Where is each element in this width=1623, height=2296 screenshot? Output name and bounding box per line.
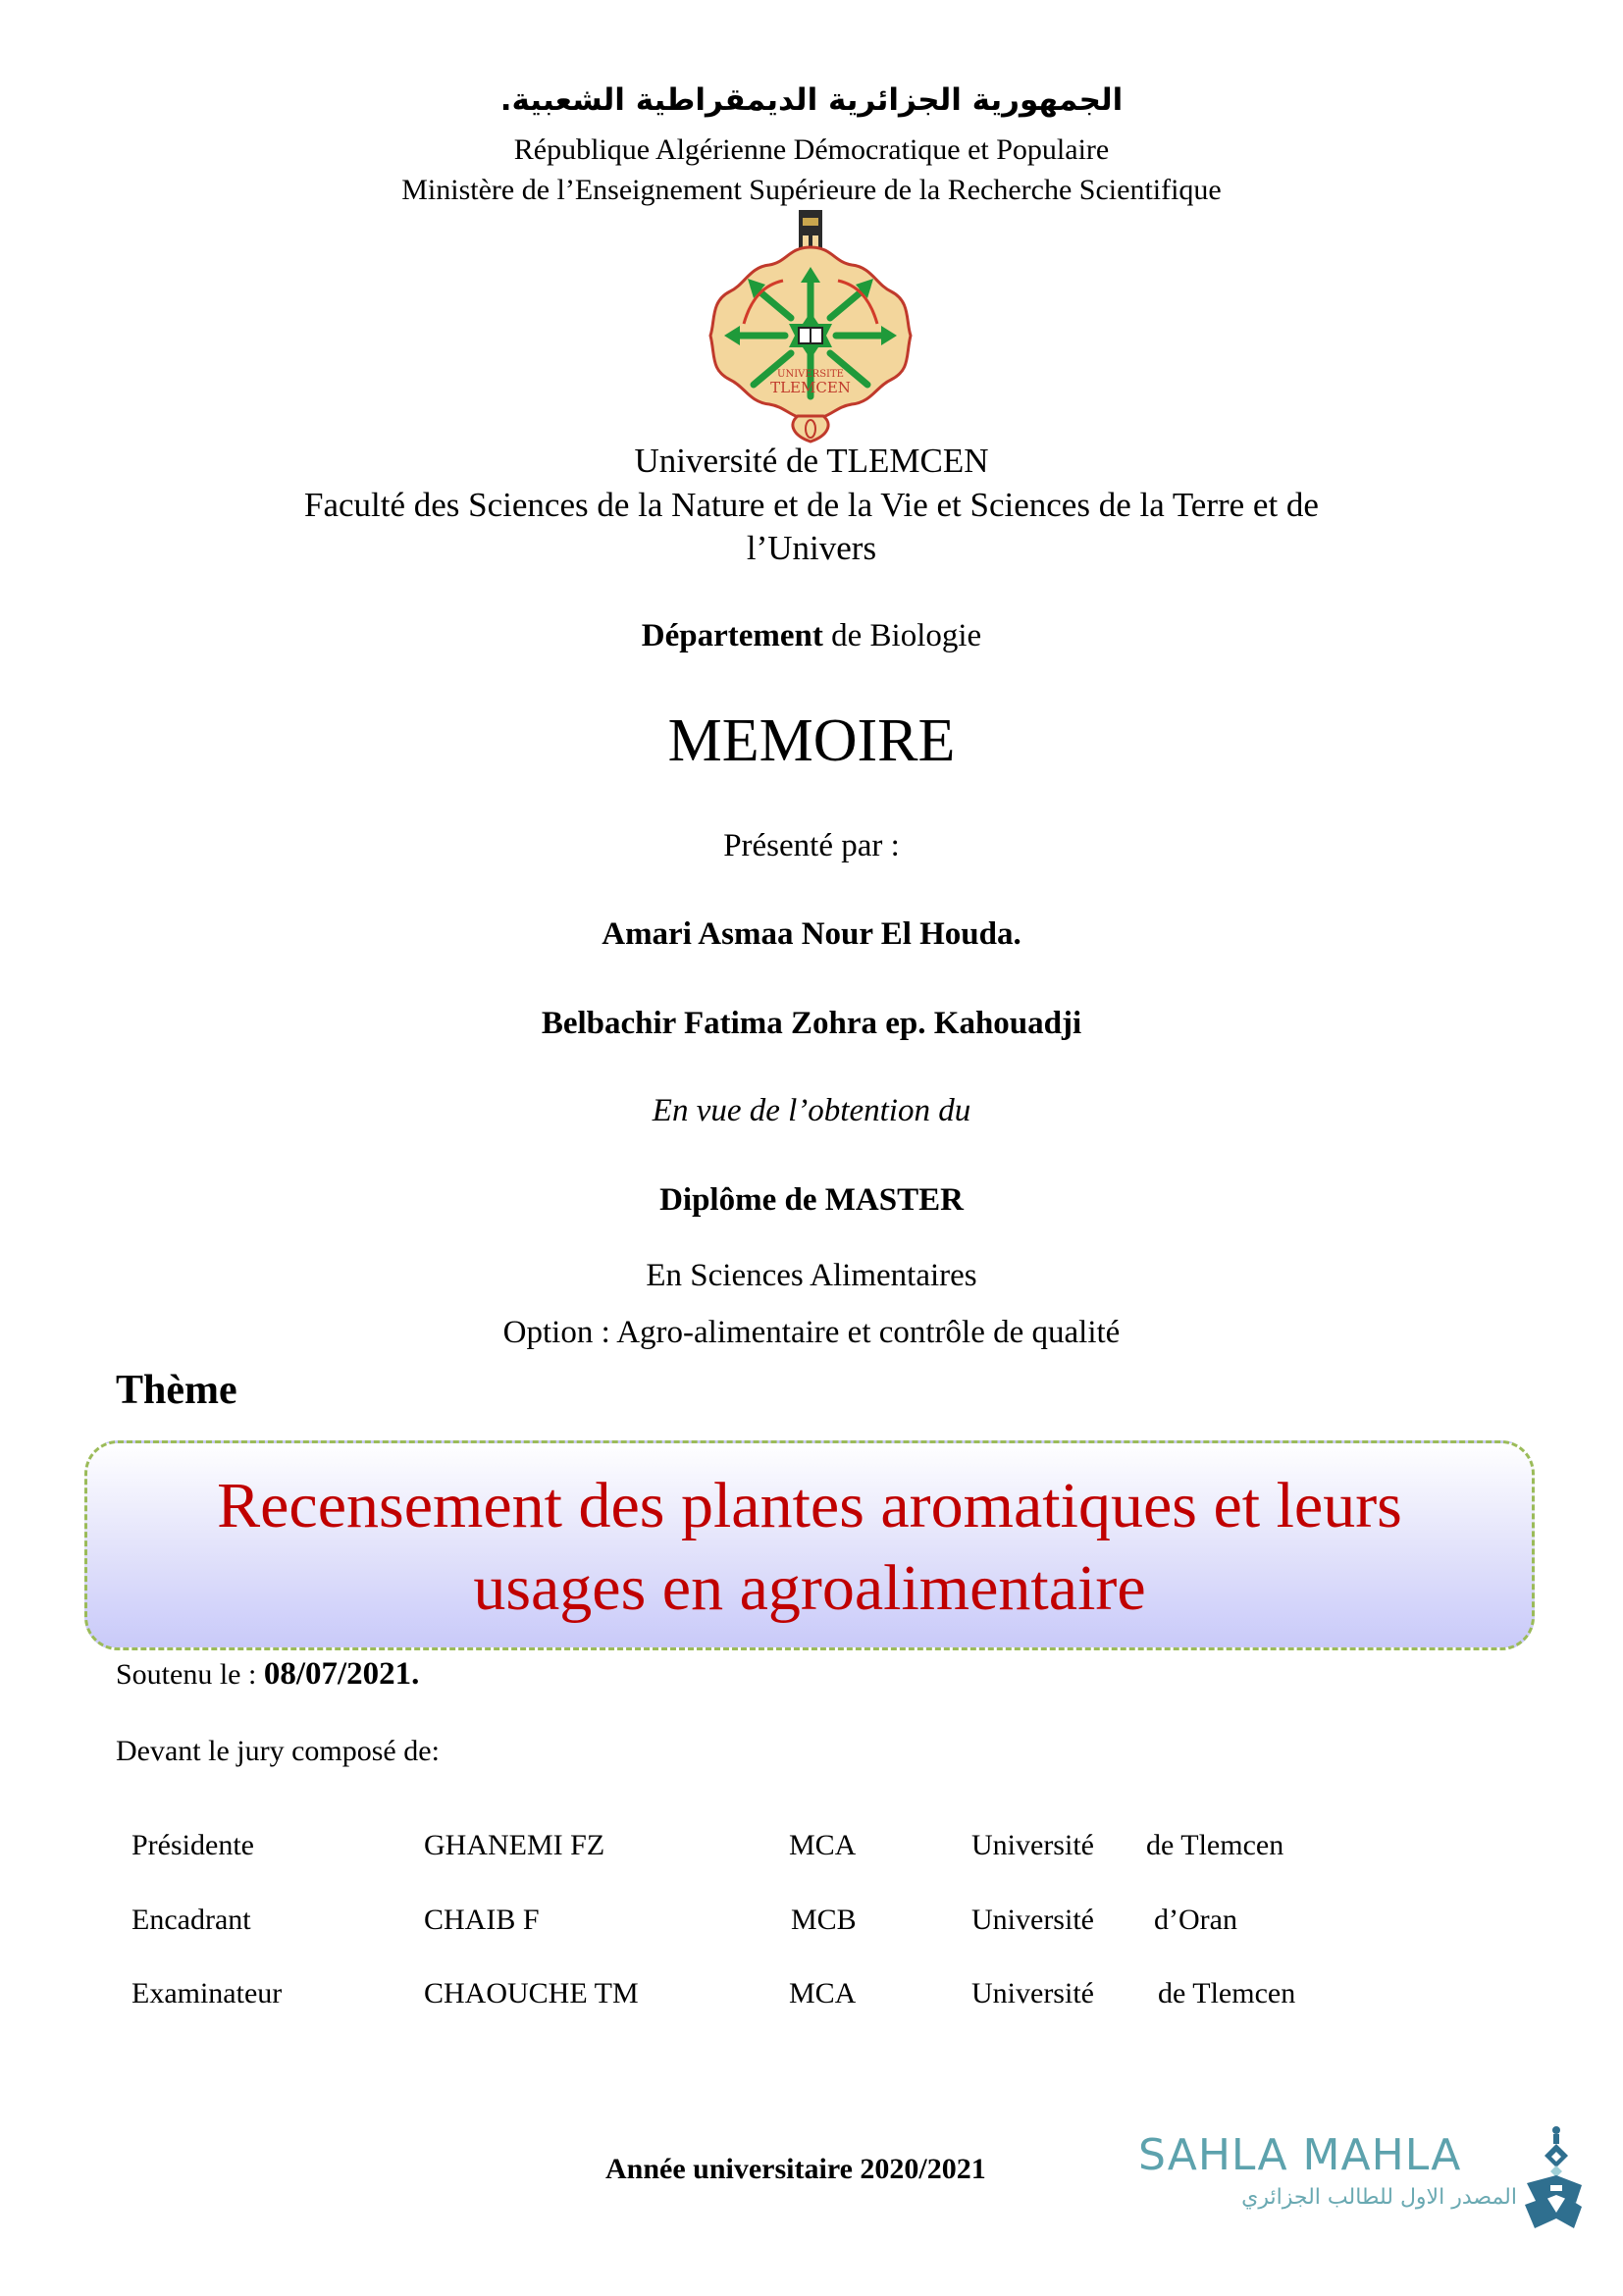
jury-city: d’Oran bbox=[1154, 1904, 1237, 1936]
ministry-name: Ministère de l’Enseignement Supérieure de la Recherche Scientifique bbox=[401, 174, 1222, 206]
author-2: Belbachir Fatima Zohra ep. Kahouadji bbox=[541, 1006, 1082, 1041]
watermark-tagline: المصدر الاول للطالب الجزائري bbox=[1241, 2185, 1517, 2210]
watermark-brand: SAHLA MAHLA bbox=[1138, 2130, 1462, 2180]
defense-date bbox=[116, 1656, 419, 1693]
faculty-line-2: l’Univers bbox=[746, 529, 877, 567]
purpose-text: En vue de l’obtention du bbox=[652, 1093, 971, 1128]
document-type: MEMOIRE bbox=[667, 707, 956, 774]
academic-year: Année universitaire 2020/2021 bbox=[605, 2153, 986, 2185]
theme-title-box bbox=[84, 1440, 1535, 1650]
sahla-mahla-logo-icon bbox=[1517, 2124, 1586, 2232]
university-logo bbox=[705, 208, 916, 444]
jury-role: Encadrant bbox=[131, 1904, 251, 1936]
jury-role: Examinateur bbox=[131, 1977, 283, 2009]
defense-date-value: 08/07/2021. bbox=[263, 1656, 420, 1692]
jury-city: de Tlemcen bbox=[1146, 1829, 1284, 1861]
jury-row bbox=[0, 1829, 1623, 1868]
diploma-name: Diplôme de MASTER bbox=[659, 1182, 964, 1218]
jury-university: Université bbox=[971, 1904, 1094, 1936]
jury-row bbox=[0, 1977, 1623, 2016]
jury-name: CHAOUCHE TM bbox=[424, 1977, 639, 2009]
arabic-republic-title: الجمهورية الجزائرية الديمقراطية الشعبية. bbox=[499, 82, 1124, 118]
university-name: Université de TLEMCEN bbox=[634, 442, 989, 480]
theme-title-line-2: usages en agroalimentaire bbox=[473, 1552, 1146, 1624]
defense-date-label: Soutenu le : bbox=[116, 1658, 264, 1691]
jury-grade: MCA bbox=[789, 1829, 857, 1861]
jury-city: de Tlemcen bbox=[1158, 1977, 1296, 2009]
svg-text:UNIVERSITE: UNIVERSITE bbox=[777, 369, 844, 380]
jury-name: CHAIB F bbox=[424, 1904, 540, 1936]
department-label: Département bbox=[641, 618, 823, 653]
department-name bbox=[0, 618, 1623, 654]
department-value: de Biologie bbox=[822, 618, 982, 653]
author-1: Amari Asmaa Nour El Houda. bbox=[602, 916, 1021, 952]
jury-role: Présidente bbox=[131, 1829, 254, 1861]
faculty-name bbox=[0, 484, 1623, 570]
jury-university: Université bbox=[971, 1977, 1094, 2009]
theme-title-line-1: Recensement des plantes aromatiques et leurs bbox=[217, 1470, 1402, 1541]
svg-text:TLEMCEN: TLEMCEN bbox=[770, 379, 851, 396]
jury-name: GHANEMI FZ bbox=[424, 1829, 605, 1861]
republic-name: République Algérienne Démocratique et Populaire bbox=[513, 133, 1110, 166]
faculty-line-1: Faculté des Sciences de la Nature et de la Vie et Sciences de la Terre et de bbox=[304, 486, 1319, 524]
theme-title bbox=[87, 1443, 1532, 1630]
jury-grade: MCA bbox=[789, 1977, 857, 2009]
jury-row bbox=[0, 1904, 1623, 1943]
university-emblem-icon bbox=[705, 208, 916, 444]
sahla-mahla-watermark bbox=[1138, 2124, 1590, 2232]
jury-intro: Devant le jury composé de: bbox=[116, 1735, 440, 1767]
option-name: Option : Agro-alimentaire et contrôle de qualité bbox=[502, 1315, 1121, 1350]
presented-by-label: Présenté par : bbox=[723, 828, 900, 863]
jury-university: Université bbox=[971, 1829, 1094, 1861]
theme-label: Thème bbox=[116, 1368, 237, 1413]
field-name: En Sciences Alimentaires bbox=[646, 1258, 977, 1293]
jury-grade: MCB bbox=[791, 1904, 857, 1936]
